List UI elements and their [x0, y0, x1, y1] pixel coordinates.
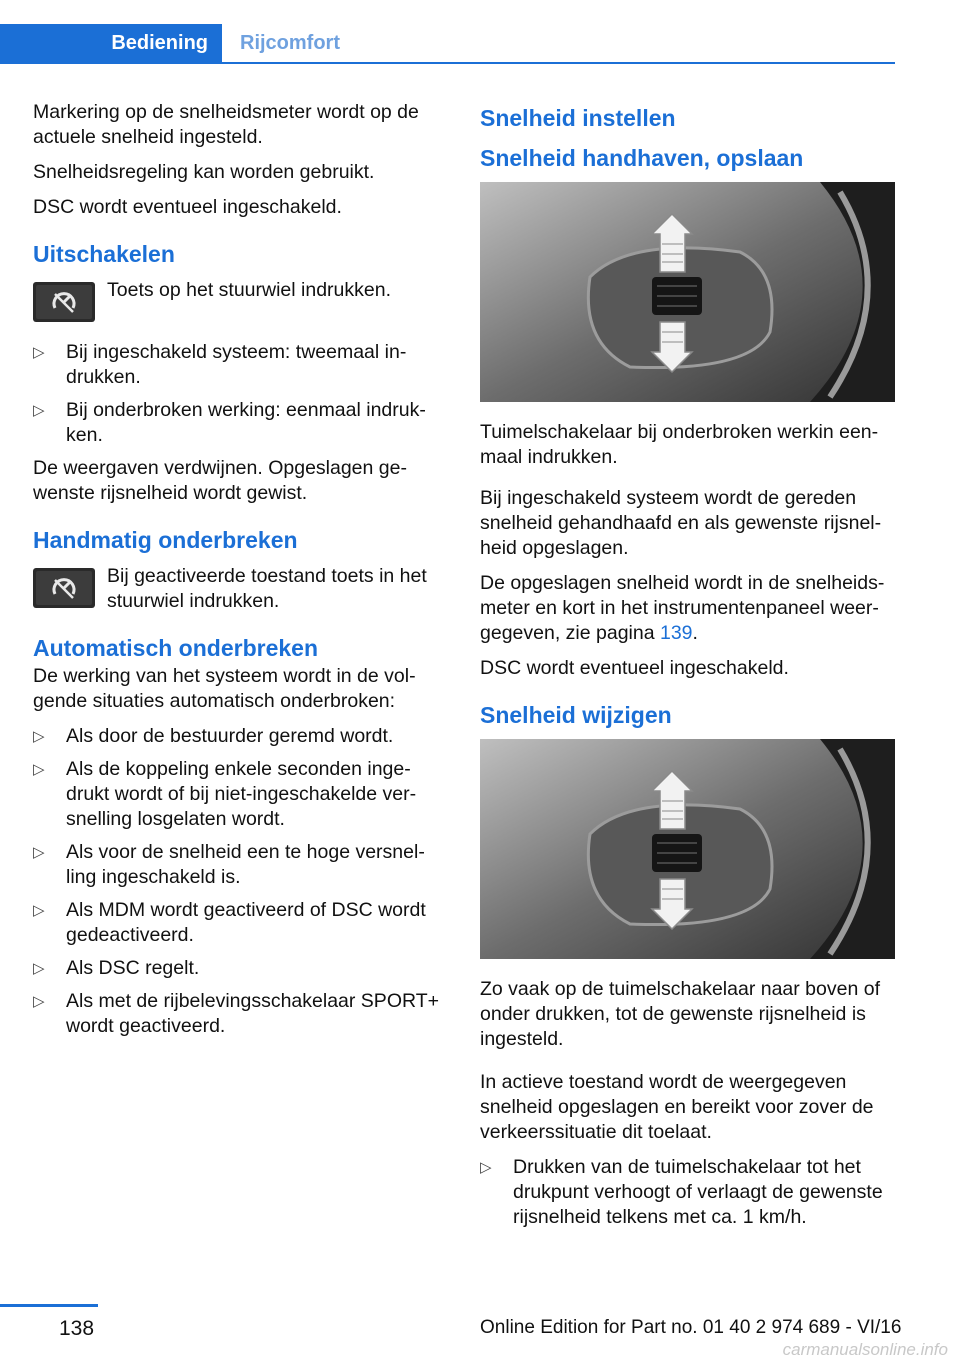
- paragraph-tuimel: Tuimelschakelaar bij onderbroken werkin een-maal indrukken.: [480, 421, 879, 468]
- list-item: ▷ Als MDM wordt geactiveerd of DSC wordt gedeactiveerd.: [33, 899, 426, 946]
- triangle-bullet-icon: ▷: [480, 1159, 492, 1176]
- list-item: ▷ Als de koppeling enkele seconden inge-drukt wordt of bij niet-ingeschakelde ver-snelling losgelaten wordt.: [33, 758, 417, 830]
- list-item: ▷ Bij ingeschakeld systeem: tweemaal in-drukken.: [33, 341, 407, 388]
- heading-snelheid-handhaven: Snelheid handhaven, opslaan: [480, 145, 804, 171]
- triangle-bullet-icon: ▷: [33, 960, 45, 977]
- heading-snelheid-wijzigen: Snelheid wijzigen: [480, 702, 672, 728]
- list-item: ▷ Drukken van de tuimelschakelaar tot het drukpunt verhoogt of verlaagt de gewenste rijsnelheid telkens met ca. 1 km/h.: [480, 1156, 883, 1228]
- list-item: ▷ Als door de bestuurder geremd wordt.: [33, 725, 394, 747]
- header-tabs: [0, 24, 895, 64]
- paragraph-auto: De werking van het systeem wordt in de vol-gende situaties automatisch onderbroken:: [33, 665, 416, 712]
- instruction-uitschakelen: [33, 278, 448, 322]
- paragraph-opgeslagen: De opgeslagen snelheid wordt in de snelheids-meter en kort in het instrumentenpaneel weer-gegeven, zie pagina 139.: [480, 572, 885, 644]
- list-item: ▷ Als voor de snelheid een te hoge versnel-ling ingeschakeld is.: [33, 841, 425, 888]
- triangle-bullet-icon: ▷: [33, 844, 45, 861]
- list-item: ▷ Als DSC regelt.: [33, 957, 200, 979]
- automatisch-list: [33, 724, 448, 1039]
- paragraph-snelheidsregeling: Snelheidsregeling kan worden gebruikt.: [33, 161, 375, 183]
- wijzigen-list: [480, 1155, 895, 1230]
- paragraph-markering: Markering op de snelheidsmeter wordt op de actuele snelheid ingesteld.: [33, 101, 419, 148]
- rocker-switch-photo: [480, 182, 895, 402]
- tab-rijcomfort[interactable]: Rijcomfort: [240, 32, 340, 54]
- footer-rule: [0, 1304, 98, 1307]
- speed-control-key-icon: [33, 568, 95, 608]
- triangle-bullet-icon: ▷: [33, 993, 45, 1010]
- right-column: [480, 100, 895, 1238]
- paragraph-actief: In actieve toestand wordt de weergegeven snelheid opgeslagen en bereikt voor zover de verkeerssituatie dit toelaat.: [480, 1071, 874, 1143]
- page-number: 138: [59, 1317, 95, 1340]
- paragraph-weergaven: De weergaven verdwijnen. Opgeslagen ge-wenste rijsnelheid wordt gewist.: [33, 457, 407, 504]
- paragraph-zovaak: Zo vaak op de tuimelschakelaar naar boven of onder drukken, tot de gewenste rijsnelheid is ingesteld.: [480, 978, 880, 1050]
- rocker-switch-photo: [480, 739, 895, 959]
- paragraph-dsc-right: DSC wordt eventueel ingeschakeld.: [480, 657, 789, 679]
- paragraph-dsc: DSC wordt eventueel ingeschakeld.: [33, 196, 342, 218]
- uitschakelen-list: [33, 340, 448, 448]
- instruction-text: Bij geactiveerde toestand toets in het stuurwiel indrukken.: [107, 565, 427, 612]
- triangle-bullet-icon: ▷: [33, 344, 45, 361]
- paragraph-ingeschakeld: Bij ingeschakeld systeem wordt de gereden snelheid gehandhaafd en als gewenste rijsnel-heid opgeslagen.: [480, 487, 882, 559]
- left-column: [33, 100, 448, 1047]
- heading-snelheid-instellen: Snelheid instellen: [480, 105, 676, 131]
- triangle-bullet-icon: ▷: [33, 902, 45, 919]
- watermark: carmanualsonline.info: [782, 1340, 948, 1359]
- triangle-bullet-icon: ▷: [33, 728, 45, 745]
- tab-bediening[interactable]: Bediening: [0, 24, 222, 62]
- heading-handmatig: Handmatig onderbreken: [33, 527, 298, 553]
- heading-automatisch: Automatisch onderbreken: [33, 635, 318, 661]
- triangle-bullet-icon: ▷: [33, 761, 45, 778]
- instruction-text: Toets op het stuurwiel indrukken.: [107, 279, 391, 301]
- page-reference-link[interactable]: 139: [659, 622, 693, 644]
- list-item: ▷ Als met de rijbelevingsschakelaar SPORT+ wordt geactiveerd.: [33, 990, 440, 1037]
- heading-uitschakelen: Uitschakelen: [33, 241, 175, 267]
- list-item: ▷ Bij onderbroken werking: eenmaal indruk-ken.: [33, 399, 426, 446]
- instruction-handmatig: [33, 564, 448, 614]
- speed-control-key-icon: [33, 282, 95, 322]
- triangle-bullet-icon: ▷: [33, 402, 45, 419]
- edition-text: Online Edition for Part no. 01 40 2 974 689 - VI/16: [480, 1317, 902, 1338]
